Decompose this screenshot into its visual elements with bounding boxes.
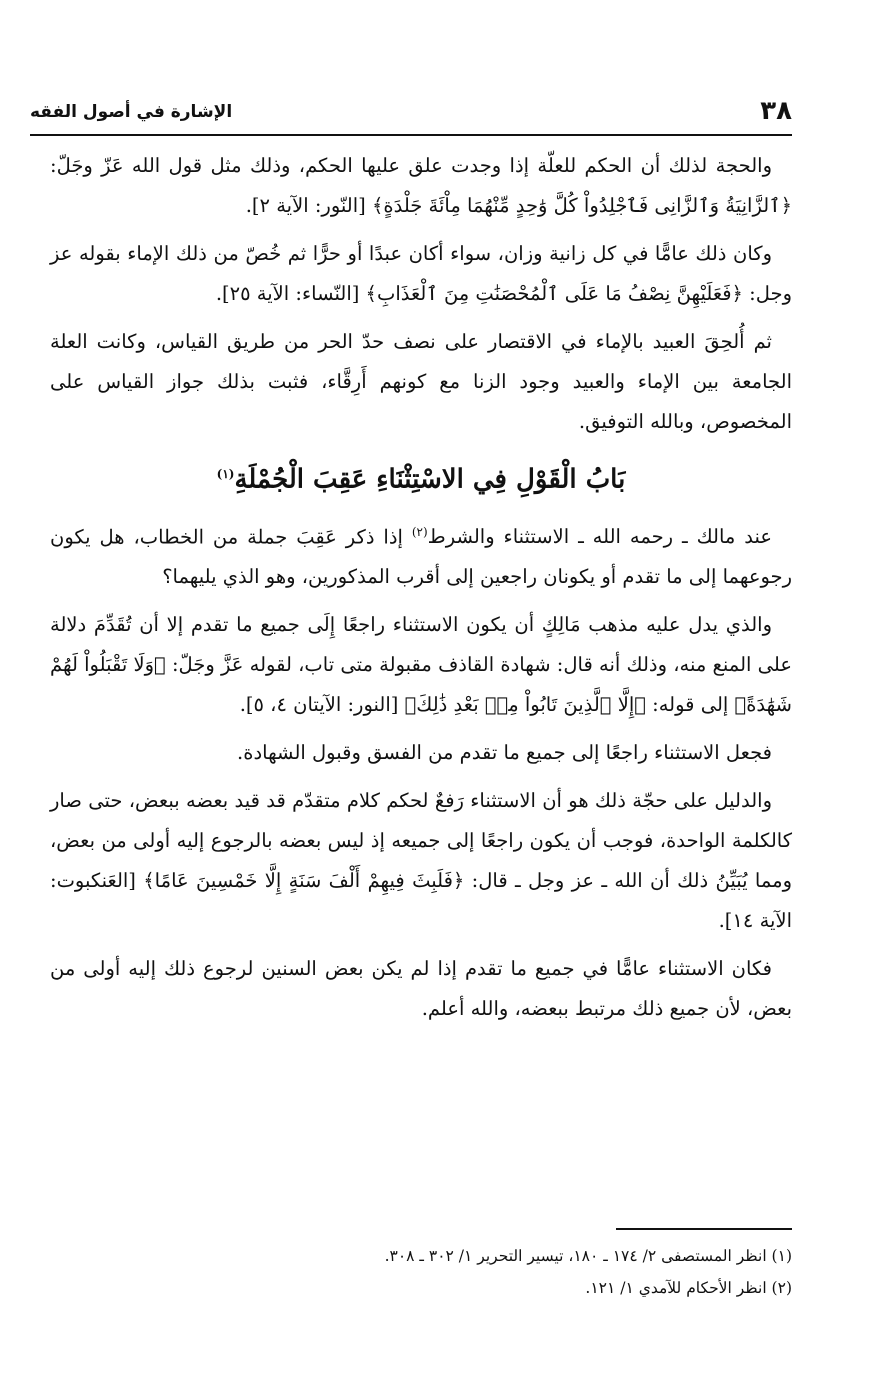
footnote-rule: [616, 1228, 792, 1230]
paragraph: [50, 146, 792, 226]
paragraph-text: ثم أُلحِقَ العبيد بالإماء في الاقتصار على نصف حدّ الحر من طريق القياس، وكانت العلة الجامعة بين الإماء والعبيد وجود الزنا مع كونهم أَرِقَّاء، فثبت بذلك جواز القياس على المخصوص، وبالله التوفيق.: [50, 330, 792, 433]
header-rule: [30, 134, 792, 136]
paragraph: [50, 322, 792, 442]
paragraph-text: والذي يدل عليه مذهب مَالِكٍ أن يكون الاستثناء راجعًا إِلَى جميع ما تقدم إلا أن تُقَدِّمَ دلالة على المنع منه، وذلك أنه قال: شهادة القاذف مقبولة متى تاب، لقوله عَزَّ وجَلّ: ﴿وَلَا تَقْبَلُواْ لَهُمْ شَهَٰدَةً﴾ إلى قوله: ﴿إِلَّا ٱلَّذِينَ تَابُواْ مِنۢ بَعْدِ ذَٰلِكَ﴾ [النور: الآيتان ٤، ٥].: [50, 613, 792, 717]
page-body: [50, 146, 792, 1037]
paragraph-text: والدليل على حجّة ذلك هو أن الاستثناء رَفعٌ لحكم كلام متقدّم قد قيد بعضه ببعض، حتى صار كالكلمة الواحدة، فوجب أن يكون راجعًا إلى جميعه إذ ليس بعضه بالرجوع إليه أولى من بعض، ومما يُبَيِّنُ ذلك أن الله ـ عز وجل ـ قال: ﴿فَلَبِثَ فِيهِمْ أَلْفَ سَنَةٍ إِلَّا خَمْسِينَ عَامًا﴾ [العَنكبوت: الآية ١٤].: [50, 789, 792, 933]
paragraph: [50, 234, 792, 314]
footnote-ref: (٢): [411, 524, 428, 539]
footnote: (١) انظر المستصفى ٢/ ١٧٤ ـ ١٨٠، تيسير التحرير ١/ ٣٠٢ ـ ٣٠٨.: [384, 1247, 792, 1265]
paragraph-text: فكان الاستثناء عامًّا في جميع ما تقدم إذا لم يكن بعض السنين لرجوع ذلك إليه أولى من بعض، لأن جميع ذلك مرتبط ببعضه، والله أعلم.: [50, 957, 792, 1021]
paragraph: [50, 605, 792, 725]
page-header: [30, 90, 792, 134]
page-number: ٣٨: [760, 96, 792, 126]
paragraph: [50, 733, 792, 773]
paragraph: [50, 949, 792, 1029]
paragraph-text: وكان ذلك عامًّا في كل زانية وزان، سواء أكان عبدًا أو حرًّا ثم خُصّ من ذلك الإماء بقوله عز وجل: ﴿فَعَلَيْهِنَّ نِصْفُ مَا عَلَى ٱلْمُحْصَنَٰتِ مِنَ ٱلْعَذَابِ﴾ [النّساء: الآية ٢٥].: [50, 242, 792, 305]
running-title: الإشارة في أصول الفقه: [30, 102, 233, 122]
paragraph: [50, 512, 792, 598]
paragraph-text: والحجة لذلك أن الحكم للعلّة إذا وجدت علق عليها الحكم، وذلك مثل قول الله عَزّ وجَلّ: ﴿ٱلزَّانِيَةُ وَٱلزَّانِى فَٱجْلِدُواْ كُلَّ وَٰحِدٍ مِّنْهُمَا مِاْئَةَ جَلْدَةٍ﴾ [النّور: الآية ٢].: [50, 154, 792, 217]
paragraph: [50, 781, 792, 941]
paragraph-text: فجعل الاستثناء راجعًا إلى جميع ما تقدم من الفسق وقبول الشهادة.: [237, 741, 772, 765]
footnote-ref: (١): [216, 467, 235, 481]
footnotes: [230, 1240, 792, 1304]
section-heading-text: بَابُ الْقَوْلِ فِي الاسْتِثْنَاءِ عَقِبَ الْجُمْلَةِ: [234, 464, 626, 495]
paragraph-text: عند مالك ـ رحمه الله ـ الاستثناء والشرط: [427, 525, 772, 549]
paragraph-text: إذا ذكر عَقِبَ جملة من الخطاب، هل يكون رجوعهما إلى ما تقدم أو يكونان راجعين إلى أقرب المذكورين، وهو الذي يليهما؟: [50, 525, 792, 589]
footnote: (٢) انظر الأحكام للآمدي ١/ ١٢١.: [585, 1279, 792, 1297]
section-heading: [50, 452, 792, 502]
